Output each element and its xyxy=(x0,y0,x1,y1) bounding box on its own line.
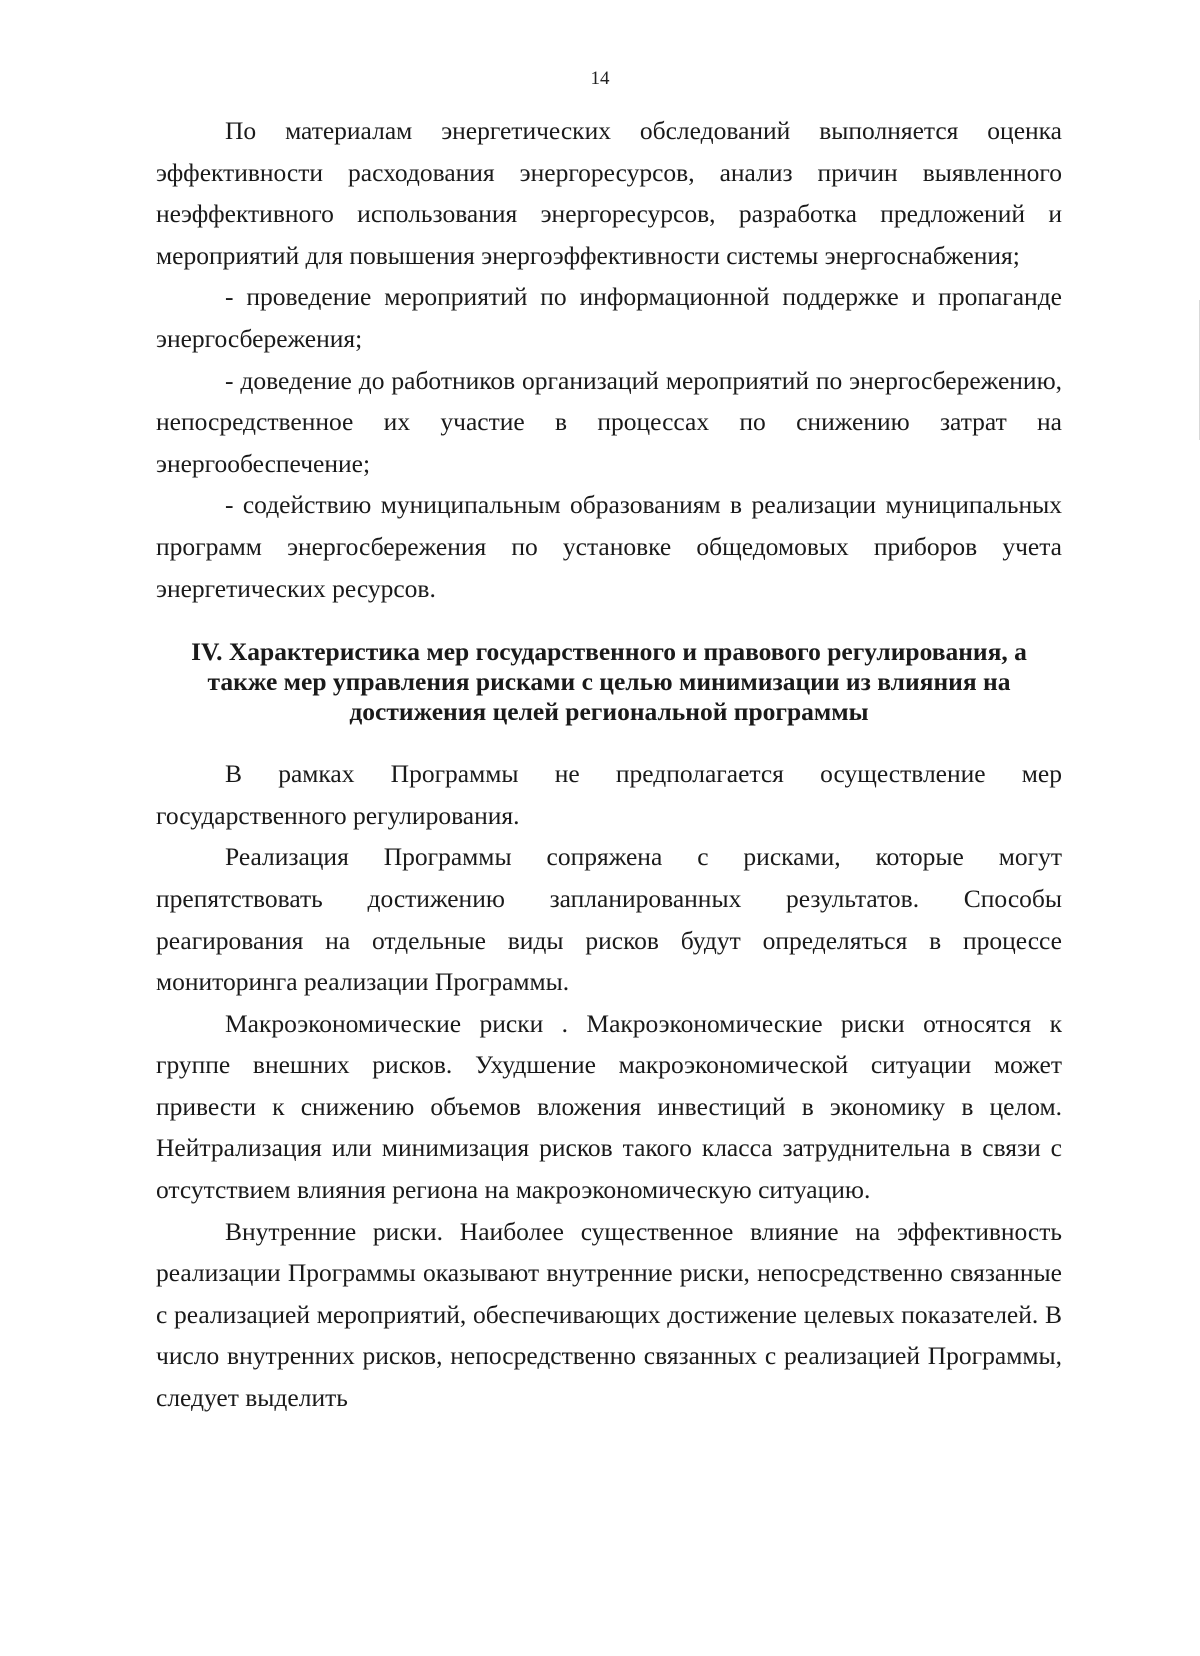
page-number: 14 xyxy=(590,68,610,89)
paragraph-info-support: - проведение мероприятий по информационной поддержке и пропаганде энергосбережения; xyxy=(156,282,1062,353)
paragraph-municipal-assistance: - содействию муниципальным образованиям в реализации муниципальных программ энергосбережения по установке общедомовых приборов учета энергетических ресурсов. xyxy=(156,490,1062,603)
paragraph-macroeconomic-risks: Макроэкономические риски . Макроэкономические риски относятся к группе внешних рисков. Ухудшение макроэкономической ситуации может привести к снижению объемов вложения инвестиций в экономику в целом. Нейтрализация или минимизация рисков такого класса затруднительна в связи с отсутствием влияния региона на макроэкономическую ситуацию. xyxy=(156,1008,1062,1205)
paragraph-employee-awareness: - доведение до работников организаций мероприятий по энергосбережению, непосредственное их участие в процессах по снижению затрат на энергообеспечение; xyxy=(156,365,1062,478)
document-body xyxy=(156,110,1062,1419)
paragraph-no-regulation: В рамках Программы не предполагается осуществление мер государственного регулирования. xyxy=(156,759,1062,830)
paragraph-energy-audit: По материалам энергетических обследований выполняется оценка эффективности расходования энергоресурсов, анализ причин выявленного неэффективного использования энергоресурсов, разработка предложений и мероприятий для повышения энергоэффективности системы энергоснабжения; xyxy=(156,116,1062,270)
section-heading: IV. Характеристика мер государственного и правового регулирования, а также мер управления рисками с целью минимизации из влияния на достижения целей региональной программы xyxy=(191,637,1027,727)
paragraph-internal-risks: Внутренние риски. Наиболее существенное влияние на эффективность реализации Программы оказывают внутренние риски, непосредственно связанные с реализацией мероприятий, обеспечивающих достижение целевых показателей. В число внутренних рисков, непосредственно связанных с реализацией Программы, следует выделить xyxy=(156,1216,1062,1413)
paragraph-program-risks: Реализация Программы сопряжена с рисками, которые могут препятствовать достижению запланированных результатов. Способы реагирования на отдельные виды рисков будут определяться в процессе мониторинга реализации Программы. xyxy=(156,842,1062,997)
